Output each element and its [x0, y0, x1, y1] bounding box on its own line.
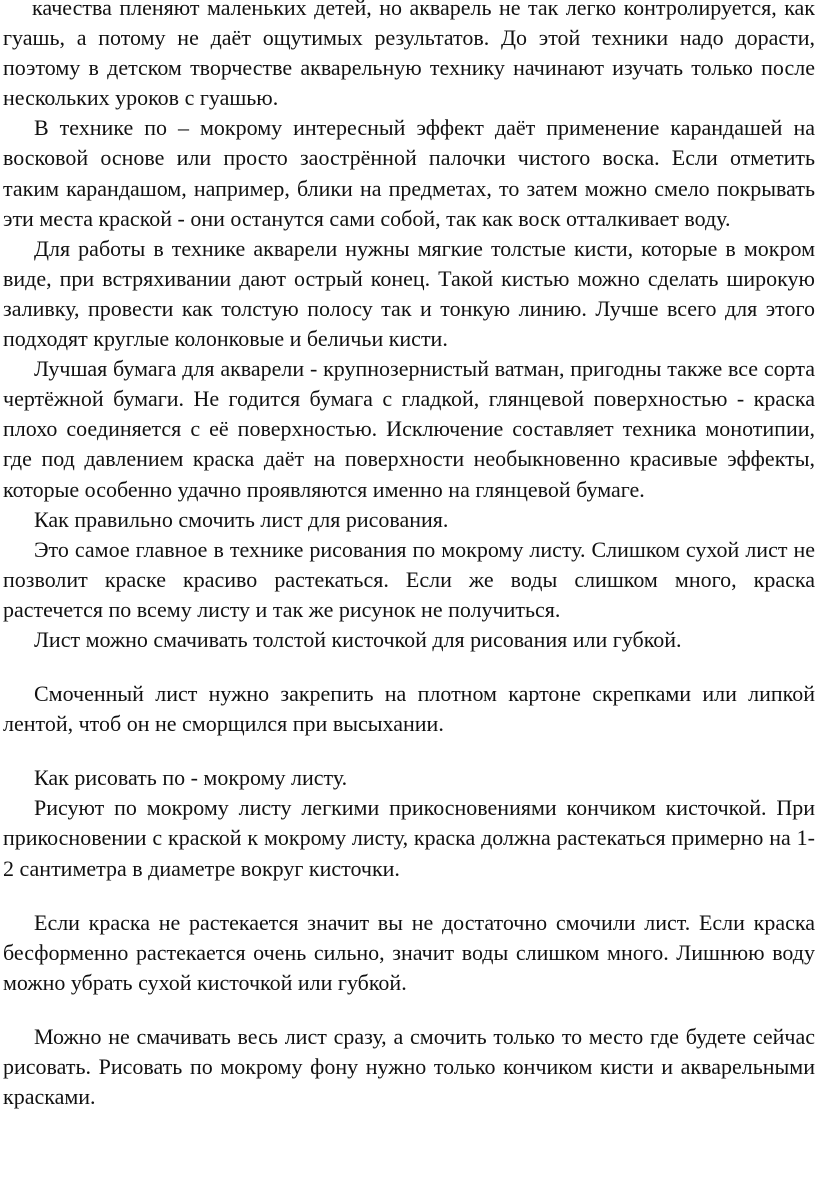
paragraph-partial-wetting: Можно не смачивать весь лист сразу, а смочить только то место где будете сейчас рисовать. Рисовать по мокрому фону нужно только кончиком кисти и акварельными красками. — [3, 1023, 815, 1110]
heading-how-to-paint-wet: Как рисовать по - мокрому листу. — [34, 765, 348, 791]
paragraph-paper: Лучшая бумага для акварели - крупнозернистый ватман, пригодны также все сорта чертёжной бумаги. Не годится бумага с гладкой, глянцевой поверхностью - краска плохо соединяется с её поверхностью. Исключение составляет техника монотипии, где под давлением краска даёт на поверхности необыкновенно красивые эффекты, которые особенно удачно проявляются именно на глянцевой бумаге. — [3, 356, 815, 502]
paragraph-fixing-sheet: Смоченный лист нужно закрепить на плотном картоне скрепками или липкой лентой, чтоб он не сморщился при высыхании. — [3, 681, 815, 737]
paragraph-brushes: Для работы в технике акварели нужны мягкие толстые кисти, которые в мокром виде, при встряхивании дают острый конец. Такой кистью можно сделать широкую заливку, провести как толстую полосу так и тонкую линию. Лучше всего для этого подходят круглые колонковые и беличьи кисти. — [3, 235, 815, 352]
paragraph-watercolor-intro: качества пленяют маленьких детей, но акварель не так легко контролируется, как гуашь, а потому не даёт ощутимых результатов. До этой техники надо дорасти, поэтому в детском творчестве акварельную технику начинают изучать только после нескольких уроков с гуашью. — [3, 0, 815, 111]
paragraph-wetting-tools: Лист можно смачивать толстой кисточкой для рисования или губкой. — [34, 626, 682, 652]
paragraph-painting-technique: Рисуют по мокрому листу легкими прикосновениями кончиком кисточкой. При прикосновении с краской к мокрому листу, краска должна растекаться примерно на 1-2 сантиметра в диаметре вокруг кисточки. — [3, 795, 815, 881]
paragraph-spreading-control: Если краска не растекается значит вы не достаточно смочили лист. Если краска бесформенно растекается очень сильно, значит воды слишком много. Лишнюю воду можно убрать сухой кисточкой или губкой. — [3, 909, 815, 995]
paragraph-wetting-importance: Это самое главное в технике рисования по мокрому листу. Слишком сухой лист не позволит краске красиво растекаться. Если же воды слишком много, краска растечется по всему листу и так же рисунок не получиться. — [3, 536, 815, 622]
paragraph-wax-technique: В технике по – мокрому интересный эффект даёт применение карандашей на восковой основе или просто заострённой палочки чистого воска. Если отметить таким карандашом, например, блики на предметах, то затем можно смело покрывать эти места краской - они останутся сами собой, так как воск отталкивает воду. — [3, 115, 815, 231]
heading-how-to-wet-sheet: Как правильно смочить лист для рисования. — [34, 506, 449, 532]
